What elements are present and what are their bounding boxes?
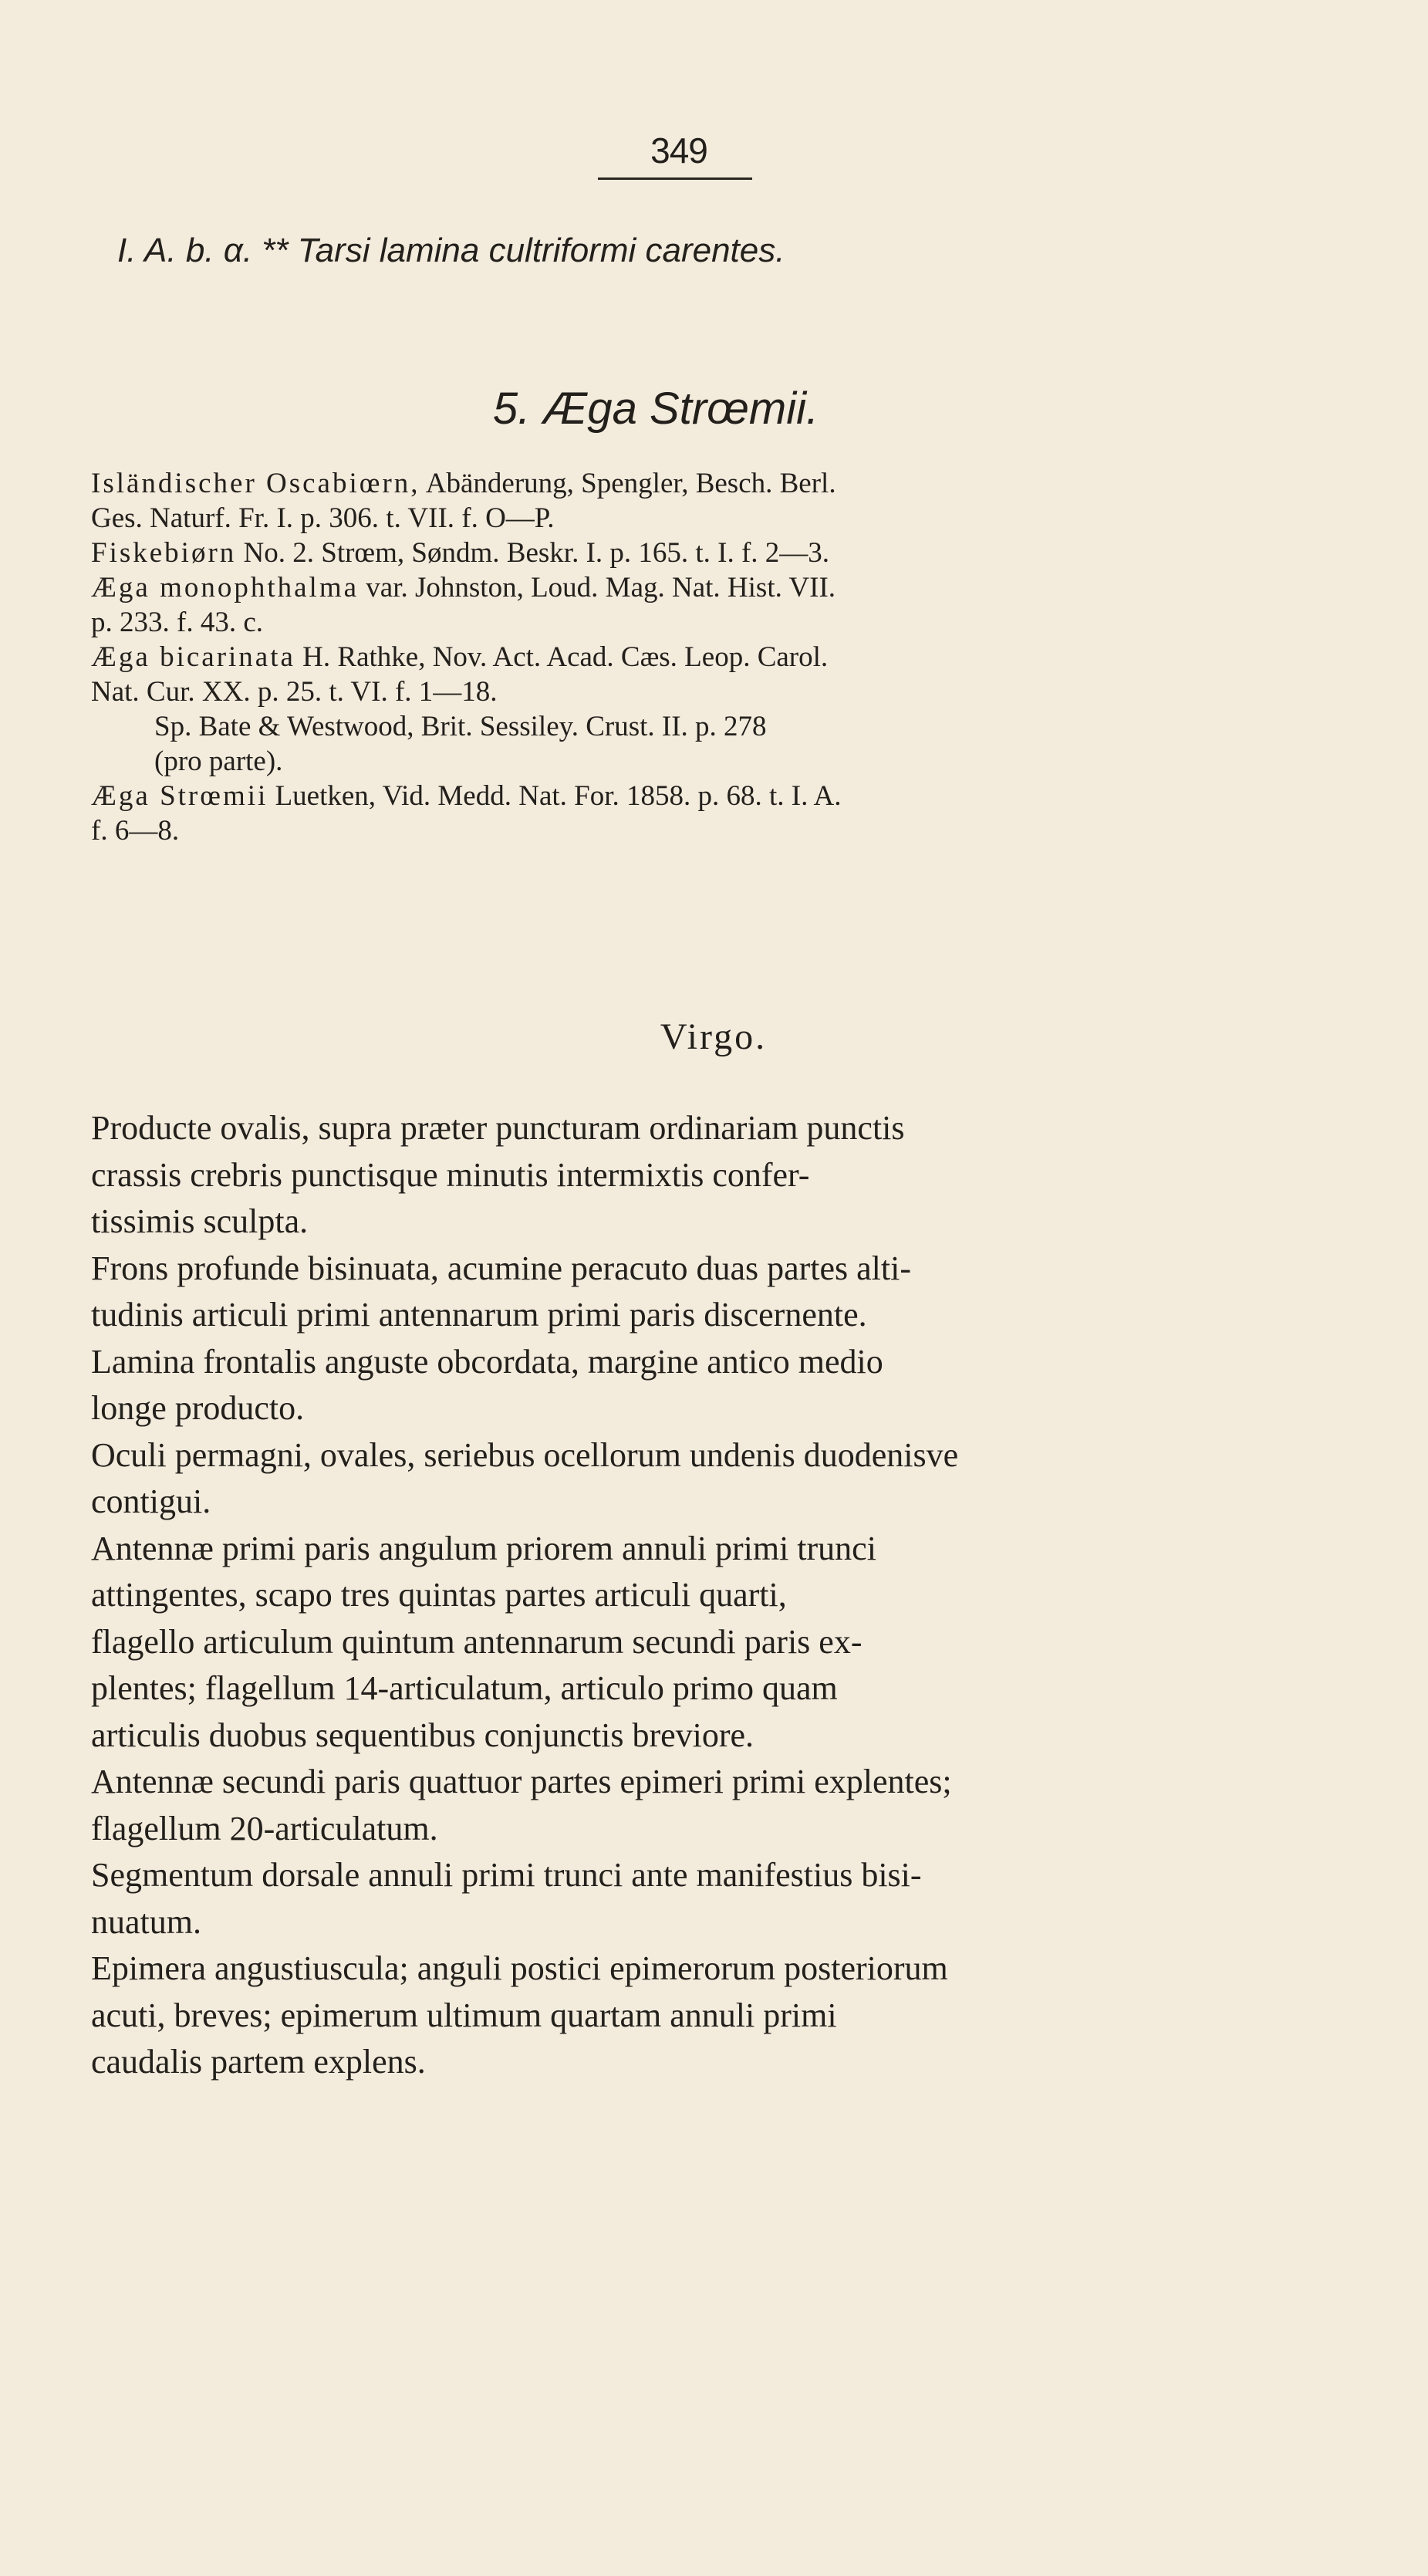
synonym-name: Æga monophthalma: [91, 572, 360, 603]
synonym-reference: f. 6—8.: [91, 815, 180, 847]
synonym-reference: (pro parte).: [154, 745, 283, 777]
synonym-name: Isländischer Oscabiœrn,: [91, 468, 420, 499]
species-title: 5. Æga Strœmii.: [492, 384, 819, 434]
description-line: acuti, breves; epimerum ultimum quartam annuli primi: [91, 1996, 837, 2034]
description-line: Segmentum dorsale annuli primi trunci ante manifestius bisi-: [91, 1856, 922, 1894]
description-line: Antennæ primi paris angulum priorem annuli primi trunci: [91, 1529, 876, 1567]
synonym-entry: [91, 640, 1295, 709]
description: [91, 1105, 1279, 2086]
synonym-entry: [91, 779, 1295, 848]
description-paragraph: [91, 1432, 1279, 1526]
synonymy-list: [91, 466, 1295, 848]
description-line: flagello articulum quintum antennarum secundi paris ex-: [91, 1622, 863, 1661]
description-line: Epimera angustiuscula; anguli postici epimerorum posteriorum: [91, 1949, 948, 1987]
description-line: attingentes, scapo tres quintas partes articuli quarti,: [91, 1576, 787, 1614]
description-line: contigui.: [91, 1482, 211, 1520]
synonym-entry: [91, 536, 1295, 570]
description-paragraph: [91, 1526, 1279, 1760]
description-line: nuatum.: [91, 1902, 201, 1941]
synonym-reference: H. Rathke, Nov. Act. Acad. Cæs. Leop. Carol.: [302, 641, 829, 673]
page-number-rule: [598, 177, 752, 180]
description-line: Antennæ secundi paris quattuor partes epimeri primi explentes;: [91, 1763, 952, 1800]
synonym-entry: [91, 570, 1295, 640]
description-paragraph: [91, 1246, 1279, 1339]
description-line: Lamina frontalis anguste obcordata, margine antico medio: [91, 1342, 883, 1381]
synonym-reference: p. 233. f. 43. c.: [91, 607, 263, 638]
description-paragraph: [91, 1946, 1279, 2086]
synonym-reference: var. Johnston, Loud. Mag. Nat. Hist. VII.: [366, 572, 836, 603]
description-line: tudinis articuli primi antennarum primi paris discernente.: [91, 1296, 867, 1334]
description-line: tissimis sculpta.: [91, 1202, 309, 1240]
synonym-reference: Nat. Cur. XX. p. 25. t. VI. f. 1—18.: [91, 676, 498, 708]
synonym-name: Æga bicarinata: [91, 641, 295, 673]
section-heading: I. A. b. α. ** Tarsi lamina cultriformi carentes.: [117, 232, 785, 269]
synonym-name: Æga Strœmii: [91, 780, 268, 812]
synonym-reference: Sp. Bate & Westwood, Brit. Sessiley. Crust. II. p. 278: [154, 711, 767, 742]
synonym-reference: No. 2. Strœm, Søndm. Beskr. I. p. 165. t. I. f. 2—3.: [243, 537, 830, 569]
synonym-reference: Luetken, Vid. Medd. Nat. For. 1858. p. 68. t. I. A.: [275, 780, 842, 812]
synonym-reference: Ges. Naturf. Fr. I. p. 306. t. VII. f. O—P.: [91, 502, 555, 534]
description-line: flagellum 20-articulatum.: [91, 1809, 438, 1847]
description-line: plentes; flagellum 14-articulatum, articulo primo quam: [91, 1669, 838, 1707]
description-paragraph: [91, 1759, 1279, 1852]
page-number: 349: [650, 130, 707, 171]
description-line: Frons profunde bisinuata, acumine peracuto duas partes alti-: [91, 1249, 912, 1287]
description-line: longe producto.: [91, 1389, 305, 1427]
synonym-name: Fiskebiørn: [91, 537, 237, 569]
description-line: Producte ovalis, supra præter puncturam ordinariam punctis: [91, 1109, 905, 1147]
sex-heading: Virgo.: [660, 1016, 768, 1057]
description-line: articulis duobus sequentibus conjunctis breviore.: [91, 1716, 755, 1754]
synonym-entry: [91, 466, 1295, 536]
synonym-entry: [91, 709, 1295, 779]
description-paragraph: [91, 1852, 1279, 1946]
description-line: Oculi permagni, ovales, seriebus ocellorum undenis duodenisve: [91, 1435, 959, 1474]
description-paragraph: [91, 1339, 1279, 1432]
synonym-reference: Abänderung, Spengler, Besch. Berl.: [425, 468, 836, 499]
description-paragraph: [91, 1105, 1279, 1246]
description-line: caudalis partem explens.: [91, 2043, 426, 2081]
description-line: crassis crebris punctisque minutis intermixtis confer-: [91, 1155, 810, 1194]
